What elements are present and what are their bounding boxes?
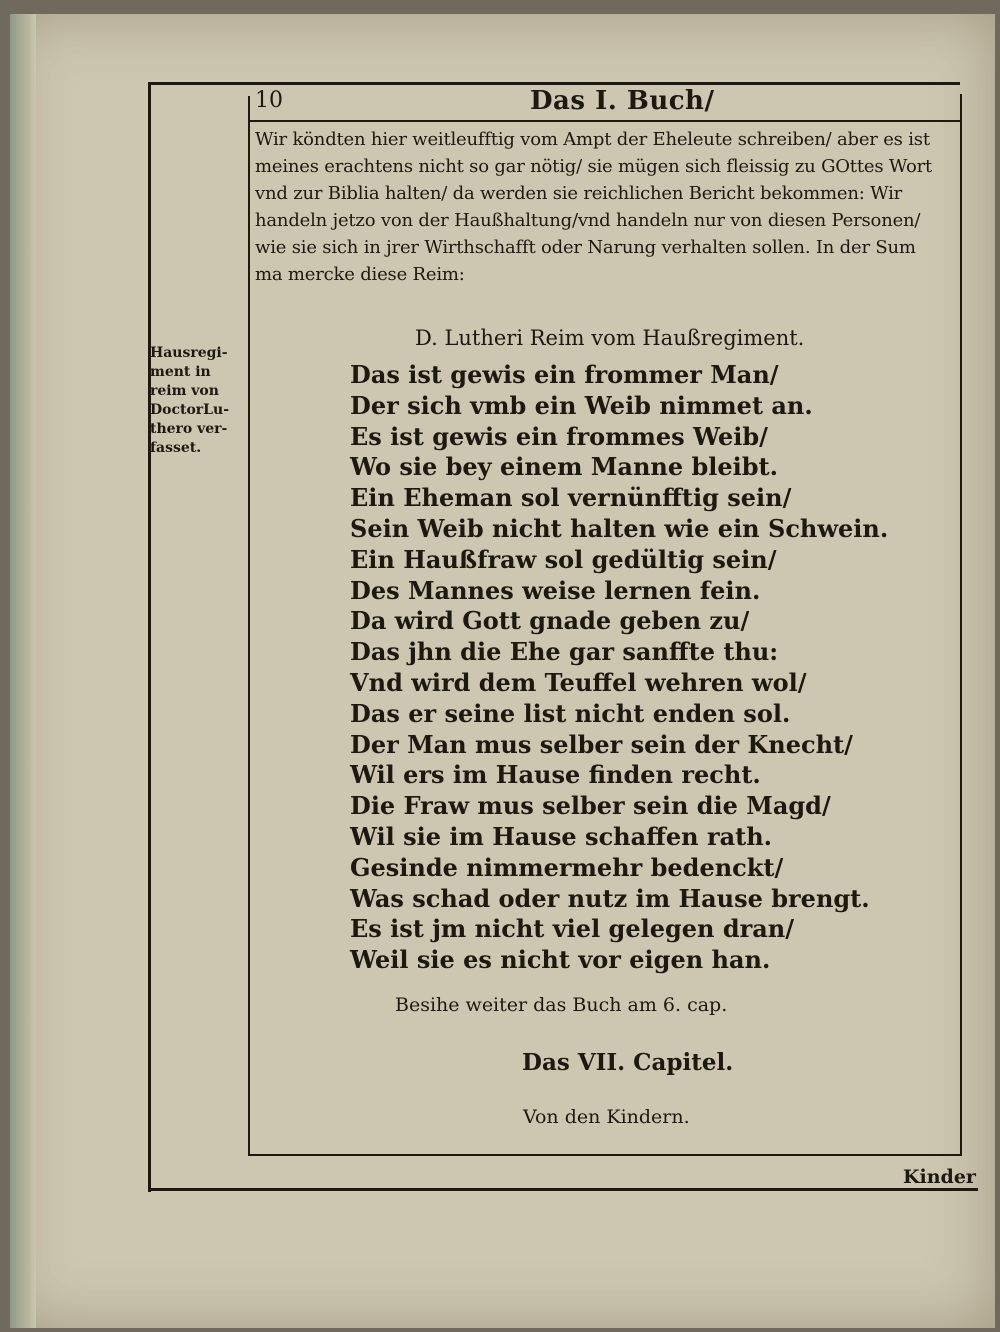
chapter-title: Das VII. Capitel. [522, 1049, 734, 1076]
top-rule [148, 82, 960, 85]
poem-line: Vnd wird dem Teuffel wehren wol/ [350, 667, 807, 697]
poem-line: Der Man mus selber sein der Knecht/ [350, 729, 853, 759]
page-number: 10 [255, 88, 283, 113]
poem-line: Wil ers im Hause finden recht. [350, 760, 761, 790]
running-title: Das I. Buch/ [530, 86, 715, 116]
poem-line: Die Fraw mus selber sein die Magd/ [350, 791, 831, 821]
poem-line: Das er seine list nicht enden sol. [350, 698, 791, 728]
poem-line: Das jhn die Ehe gar sanffte thu: [350, 637, 779, 667]
margin-line: ment in [150, 364, 211, 380]
poem-line: Gesinde nimmermehr bedenckt/ [350, 852, 784, 882]
poem-line: Ein Haußfraw sol gedültig sein/ [350, 544, 777, 574]
cross-reference: Besihe weiter das Buch am 6. cap. [395, 994, 728, 1016]
margin-line: Hausregi- [150, 345, 228, 361]
prose-paragraph [255, 126, 965, 288]
margin-line: reim von [150, 383, 219, 399]
poem-line: Was schad oder nutz im Hause brengt. [350, 883, 870, 913]
outer-left-rule [148, 82, 151, 1192]
inner-bottom-rule [250, 1154, 962, 1156]
poem-line: Das ist gewis ein frommer Man/ [350, 360, 779, 389]
poem-line: Da wird Gott gnade geben zu/ [350, 606, 750, 636]
poem-line: Sein Weib nicht halten wie ein Schwein. [350, 513, 889, 543]
prose-line: Wir köndten hier weitleufftig vom Ampt der Eheleute schreiben/ aber es ist [255, 129, 930, 150]
chapter-subtitle: Von den Kindern. [523, 1106, 690, 1128]
margin-line: DoctorLu- [150, 402, 230, 418]
poem-line: Es ist jm nicht viel gelegen dran/ [350, 914, 795, 944]
poem-line: Ein Eheman sol vernünfftig sein/ [350, 483, 792, 513]
margin-line: thero ver- [150, 421, 228, 437]
poem-line: Weil sie es nicht vor eigen han. [350, 945, 771, 975]
catchword: Kinder [903, 1166, 976, 1188]
marginal-note [150, 344, 245, 458]
prose-line: ma mercke diese Reim: [255, 264, 465, 285]
inner-left-rule [248, 96, 250, 1156]
poem [350, 360, 888, 976]
poem-line: Der sich vmb ein Weib nimmet an. [350, 390, 813, 420]
bottom-rule [148, 1188, 978, 1191]
poem-line: Es ist gewis ein frommes Weib/ [350, 421, 768, 451]
prose-line: handeln jetzo von der Haußhaltung/vnd handeln nur von diesen Personen/ [255, 210, 921, 231]
poem-line: Wil sie im Hause schaffen rath. [350, 821, 773, 851]
poem-title: D. Lutheri Reim vom Haußregiment. [415, 326, 805, 350]
header-rule [250, 120, 962, 122]
prose-line: meines erachtens nicht so gar nötig/ sie mügen sich fleissig zu GOttes Wort [255, 156, 933, 177]
book-page [10, 14, 995, 1328]
margin-line: fasset. [150, 440, 202, 456]
prose-line: vnd zur Biblia halten/ da werden sie reichlichen Bericht bekommen: Wir [255, 183, 903, 204]
prose-line: wie sie sich in jrer Wirthschafft oder Narung verhalten sollen. In der Sum [255, 237, 916, 258]
poem-line: Des Mannes weise lernen fein. [350, 575, 761, 605]
page-edge [10, 14, 36, 1328]
poem-line: Wo sie bey einem Manne bleibt. [350, 452, 778, 482]
